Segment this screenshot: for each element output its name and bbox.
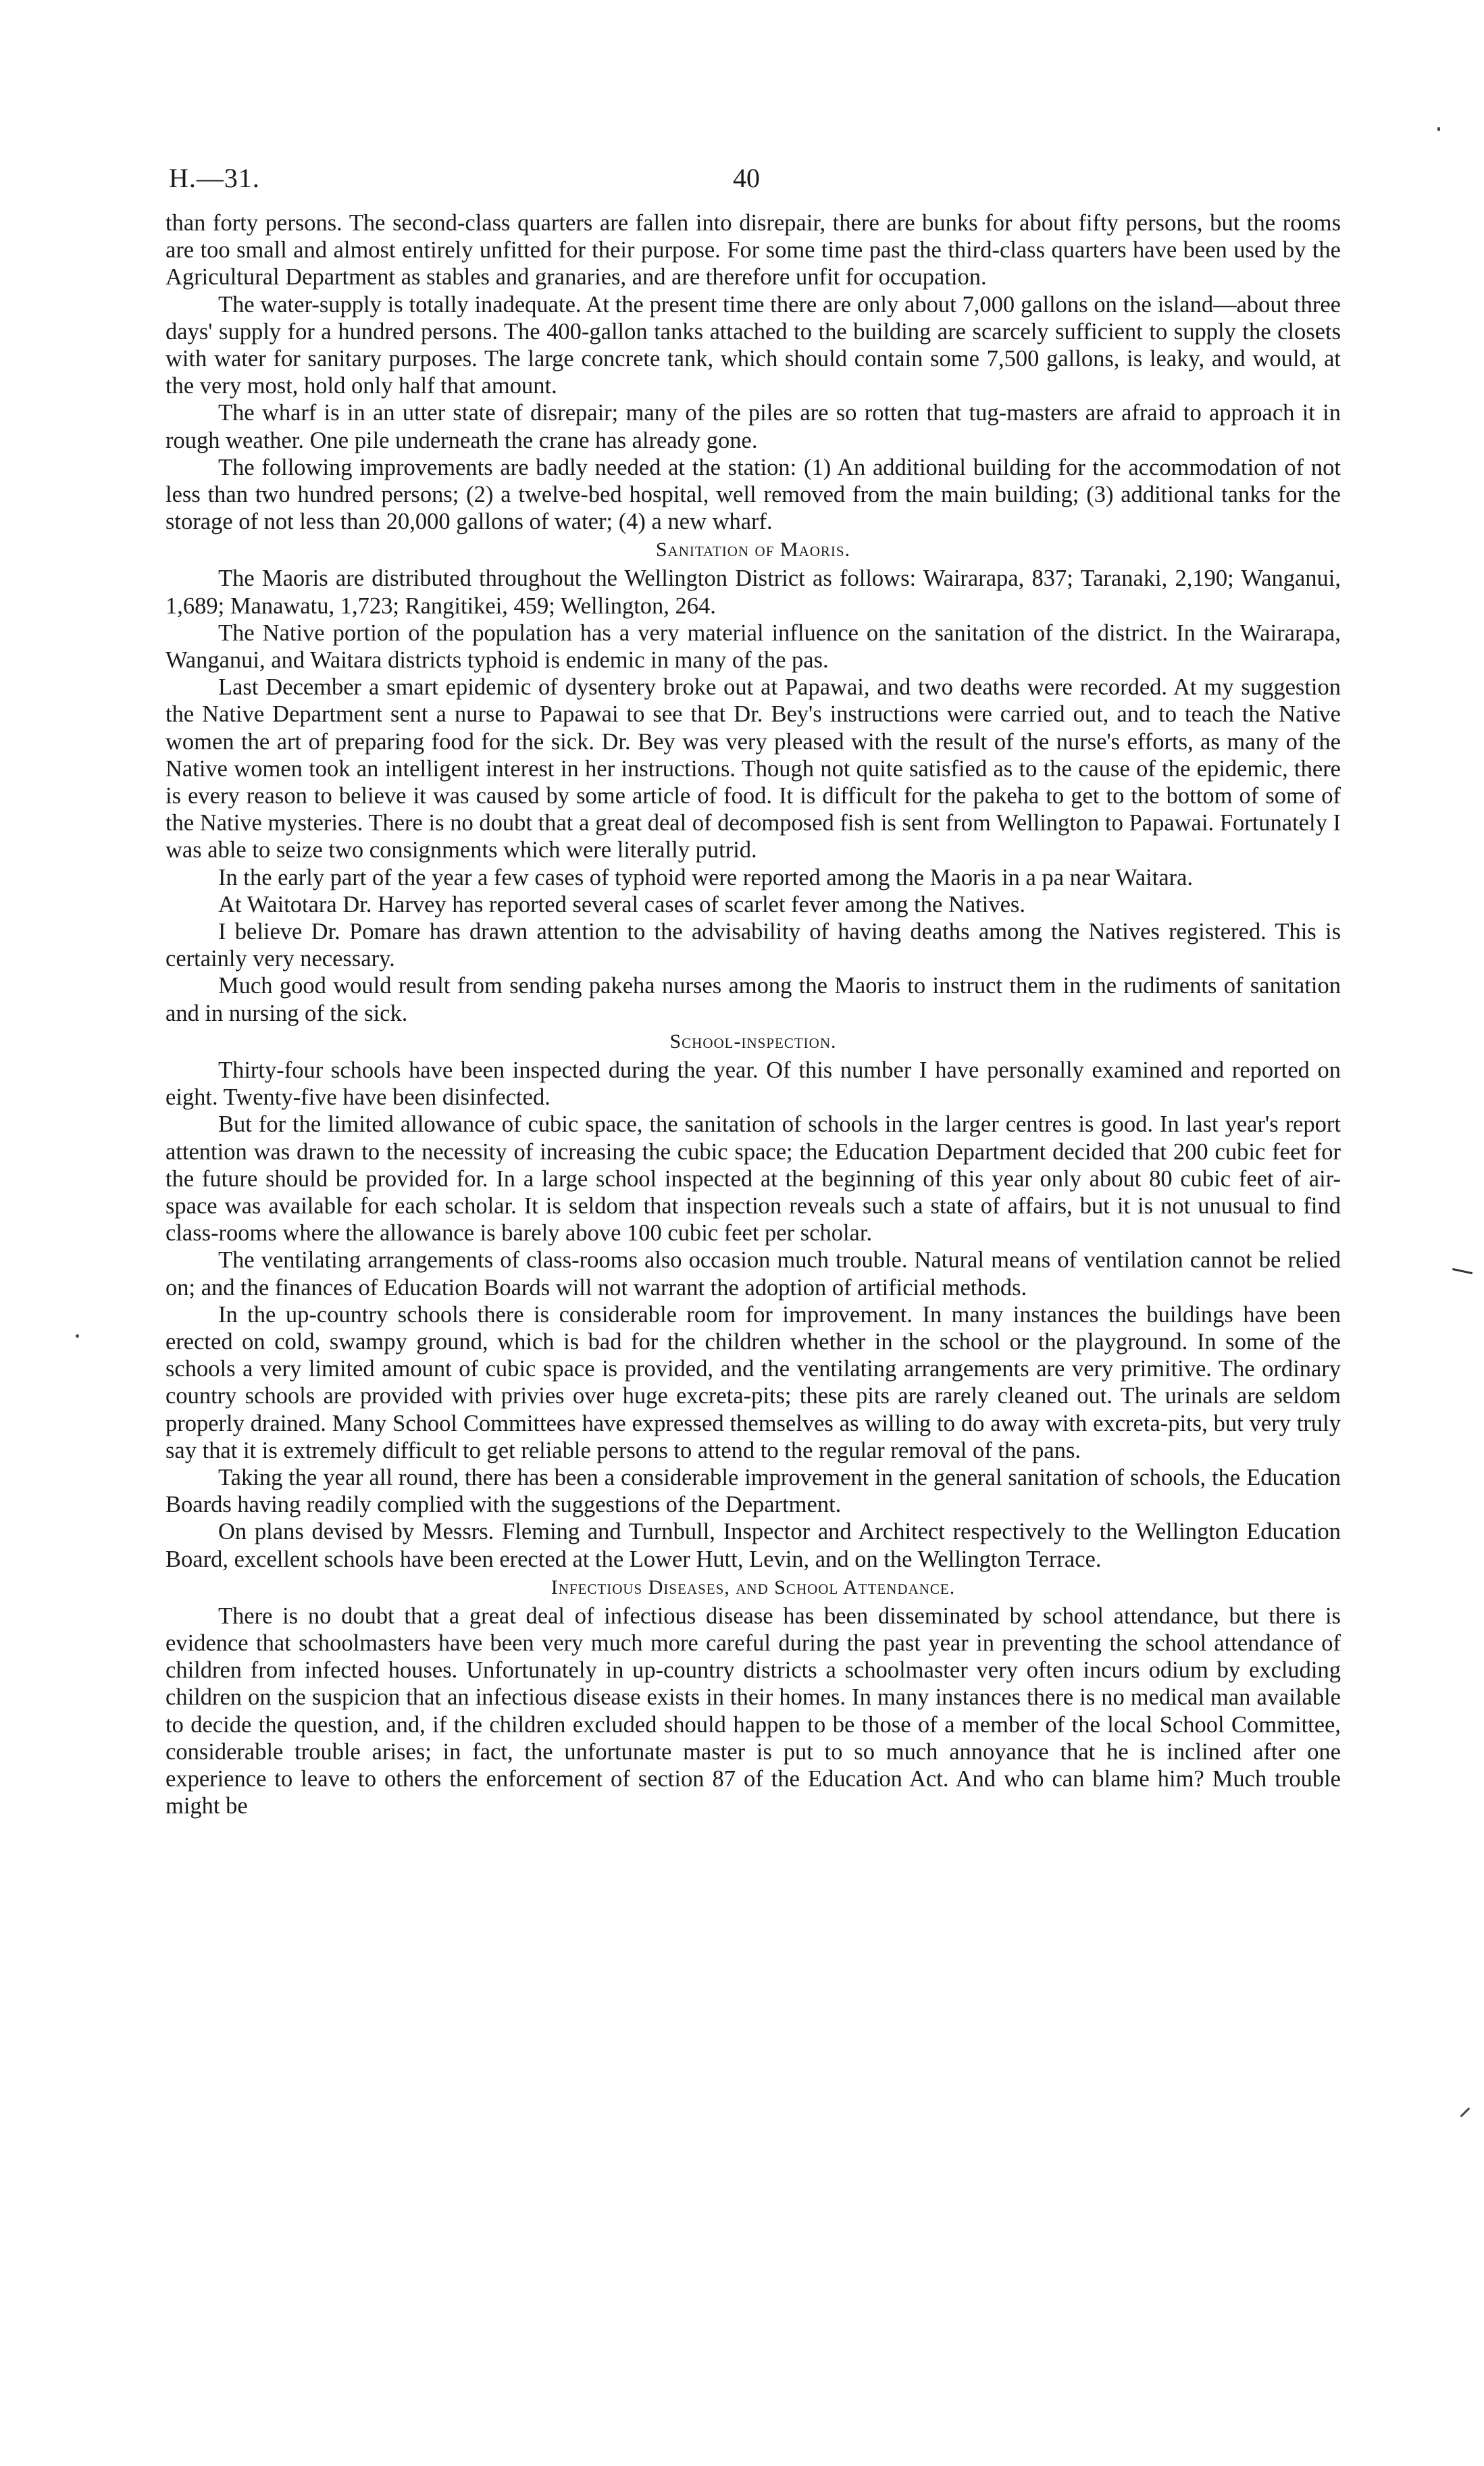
paragraph: The following improvements are badly needed at the station: (1) An additional building for the accommodation of not less than two hundred persons; (2) a twelve-bed hospital, well removed from the main building; (3) additional tanks for the storage of not less than 20,000 gallons of water; (4) a new wharf.: [165, 454, 1341, 535]
paragraph: The Maoris are distributed throughout the Wellington District as follows: Wairarapa, 837; Taranaki, 2,190; Wanganui, 1,689; Manawatu, 1,723; Rangitikei, 459; Wellington, 264.: [165, 565, 1341, 619]
paragraph: There is no doubt that a great deal of infectious disease has been disseminated by school attendance, but there is evidence that schoolmasters have been very much more careful during the past year in preventing the school attendance of children from infected houses. Unfortunately in up-country districts a schoolmaster very often incurs odium by excluding children on the suspicion that an infectious disease exists in their homes. In many instances there is no medical man available to decide the question, and, if the children excluded should happen to be those of a member of the local School Committee, considerable trouble arises; in fact, the unfortunate master is put to so much annoyance that he is inclined after one experience to leave to others the enforcement of section 87 of the Education Act. And who can blame him? Much trouble might be: [165, 1603, 1341, 1819]
paragraph: At Waitotara Dr. Harvey has reported several cases of scarlet fever among the Natives.: [218, 891, 1025, 917]
paragraph: The ventilating arrangements of class-rooms also occasion much trouble. Natural means of ventilation cannot be relied on; and the finances of Education Boards will not warrant the adoption of artificial methods.: [165, 1247, 1341, 1301]
margin-mark-left: [76, 1334, 79, 1338]
document-page: [165, 162, 1341, 2405]
section-heading-infectious-diseases: Infectious Diseases, and School Attendance.: [551, 1576, 956, 1599]
paragraph: Thirty-four schools have been inspected during the year. Of this number I have personally examined and reported on eight. Twenty-five have been disinfected.: [165, 1057, 1341, 1111]
section-heading-school-inspection: School-inspection.: [669, 1030, 837, 1053]
paragraph: Last December a smart epidemic of dysentery broke out at Papawai, and two deaths were recorded. At my suggestion the Native Department sent a nurse to Papawai to see that Dr. Bey's instructions were carried out, and to teach the Native women the art of preparing food for the sick. Dr. Bey was very pleased with the result of the nurse's efforts, as many of the Native women took an intelligent interest in her instructions. Though not quite satisfied as to the cause of the epidemic, there is every reason to believe it was caused by some article of food. It is difficult for the pakeha to get to the bottom of some of the Native mysteries. There is no doubt that a great deal of decomposed fish is sent from Wellington to Papawai. Fortunately I was able to seize two consignments which were literally putrid.: [165, 674, 1341, 863]
paragraph: The wharf is in an utter state of disrepair; many of the piles are so rotten that tug-masters are afraid to approach it in rough weather. One pile underneath the crane has already gone.: [165, 400, 1341, 453]
paragraph: Much good would result from sending pakeha nurses among the Maoris to instruct them in the rudiments of sanitation and in nursing of the sick.: [165, 973, 1341, 1026]
section-heading-sanitation: Sanitation of Maoris.: [655, 538, 851, 561]
margin-mark-right-lower: [1460, 2107, 1470, 2117]
paragraph: On plans devised by Messrs. Fleming and Turnbull, Inspector and Architect respectively to the Wellington Education Board, excellent schools have been erected at the Lower Hutt, Levin, and on the Wellington Terrace.: [165, 1519, 1341, 1572]
page-number: 40: [733, 163, 760, 193]
body-text: [165, 209, 1341, 1819]
paragraph: In the up-country schools there is considerable room for improvement. In many instances the buildings have been erected on cold, swampy ground, which is bad for the children whether in the school or the playground. In some of the schools a very limited amount of cubic space is provided, and the ventilating arrangements are very primitive. The ordinary country schools are provided with privies over huge excreta-pits; these pits are rarely cleaned out. The urinals are seldom properly drained. Many School Committees have expressed themselves as willing to do away with excreta-pits, but very truly say that it is extremely difficult to get reliable persons to attend to the regular removal of the pans.: [165, 1301, 1341, 1463]
margin-mark-top-right: [1437, 127, 1440, 131]
running-head: [165, 162, 1341, 209]
paragraph: I believe Dr. Pomare has drawn attention to the advisability of having deaths among the Natives registered. This is certainly very necessary.: [165, 919, 1341, 972]
paragraph: The water-supply is totally inadequate. At the present time there are only about 7,000 gallons on the island—about three days' supply for a hundred persons. The 400-gallon tanks attached to the building are scarcely sufficient to supply the closets with water for sanitary purposes. The large concrete tank, which should contain some 7,500 gallons, is leaky, and would, at the very most, hold only half that amount.: [165, 291, 1341, 399]
paragraph: than forty persons. The second-class quarters are fallen into disrepair, there are bunks for about fifty persons, but the rooms are too small and almost entirely unfitted for their purpose. For some time past the third-class quarters have been used by the Agricultural Department as stables and granaries, and are therefore unfit for occupation.: [165, 210, 1341, 291]
paragraph: The Native portion of the population has a very material influence on the sanitation of the district. In the Wairarapa, Wanganui, and Waitara districts typhoid is endemic in many of the pas.: [165, 620, 1341, 674]
paragraph: Taking the year all round, there has been a considerable improvement in the general sanitation of schools, the Education Boards having readily complied with the suggestions of the Department.: [165, 1464, 1341, 1518]
paragraph: In the early part of the year a few cases of typhoid were reported among the Maoris in a pa near Waitara.: [218, 864, 1194, 890]
margin-mark-right: [1452, 1268, 1473, 1274]
document-code: H.—31.: [169, 163, 260, 193]
paragraph: But for the limited allowance of cubic space, the sanitation of schools in the larger centres is good. In last year's report attention was drawn to the necessity of increasing the cubic space; the Education Department decided that 200 cubic feet for the future should be provided for. In a large school inspected at the beginning of this year only about 80 cubic feet of air-space was available for each scholar. It is seldom that inspection reveals such a state of affairs, but it is not unusual to find class-rooms where the allowance is barely above 100 cubic feet per scholar.: [165, 1111, 1341, 1247]
